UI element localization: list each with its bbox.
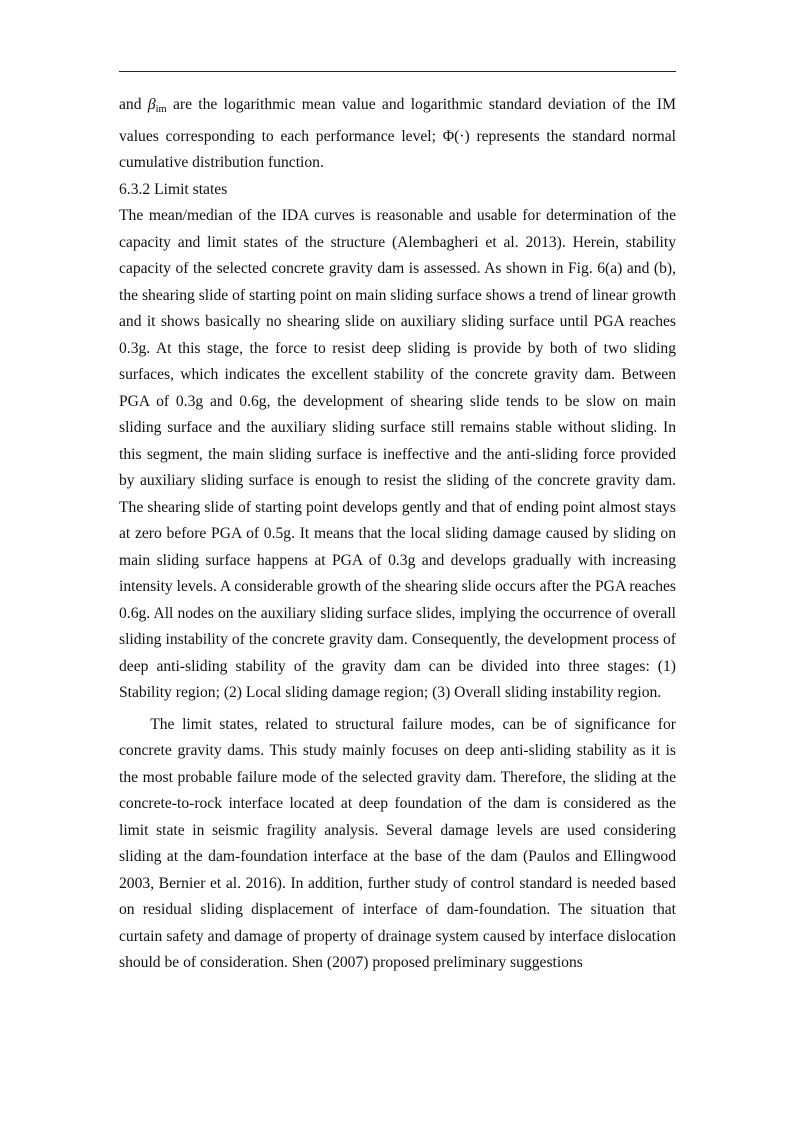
continuation-paragraph — [119, 92, 676, 177]
continuation-text: are the logarithmic mean value and logarithmic standard deviation of the IM values corresponding to each performance level; Φ(·) represents the standard normal cumulative distribution function. — [119, 96, 676, 171]
continuation-lead: and — [119, 96, 148, 113]
page-body — [119, 92, 676, 977]
beta-symbol: $\beta_{im}$ — [147, 96, 167, 115]
beta-subscript: im — [155, 104, 167, 115]
section-heading: 6.3.2 Limit states — [119, 180, 228, 198]
header-rule — [119, 71, 676, 72]
paragraph-ida-curves: The mean/median of the IDA curves is reasonable and usable for determination of the capacity and limit states of the structure (Alembagheri et al. 2013). Herein, stability capacity of the selected concrete gravity dam is assessed. As shown in Fig. 6(a) and (b), the shearing slide of starting point on main sliding surface shows a trend of linear growth and it shows basically no shearing slide on auxiliary sliding surface until PGA reaches 0.3g. At this stage, the force to resist deep sliding is provide by both of two sliding surfaces, which indicates the excellent stability of the concrete gravity dam. Between PGA of 0.3g and 0.6g, the development of shearing slide tends to be slow on main sliding surface and the auxiliary sliding surface still remains stable without sliding. In this segment, the main sliding surface is ineffective and the anti-sliding force provided by auxiliary sliding surface is enough to resist the sliding of the concrete gravity dam. The shearing slide of starting point develops gently and that of ending point almost stays at zero before PGA of 0.5g. It means that the local sliding damage caused by sliding on main sliding surface happens at PGA of 0.3g and develops gradually with increasing intensity levels. A considerable growth of the shearing slide occurs after the PGA reaches 0.6g. All nodes on the auxiliary sliding surface slides, implying the occurrence of overall sliding instability of the concrete gravity dam. Consequently, the development process of deep anti-sliding stability of the gravity dam can be divided into three stages: (1) Stability region; (2) Local sliding damage region; (3) Overall sliding instability region. — [119, 207, 676, 701]
paragraph-limit-states: The limit states, related to structural failure modes, can be of significance for concrete gravity dams. This study mainly focuses on deep anti-sliding stability as it is the most probable failure mode of the selected gravity dam. Therefore, the sliding at the concrete-to-rock interface located at deep foundation of the dam is considered as the limit state in seismic fragility analysis. Several damage levels are used considering sliding at the dam-foundation interface at the base of the dam (Paulos and Ellingwood 2003, Bernier et al. 2016). In addition, further study of control standard is needed based on residual sliding displacement of interface of dam-foundation. The situation that curtain safety and damage of property of drainage system caused by interface dislocation should be of consideration. Shen (2007) proposed preliminary suggestions — [119, 715, 676, 971]
